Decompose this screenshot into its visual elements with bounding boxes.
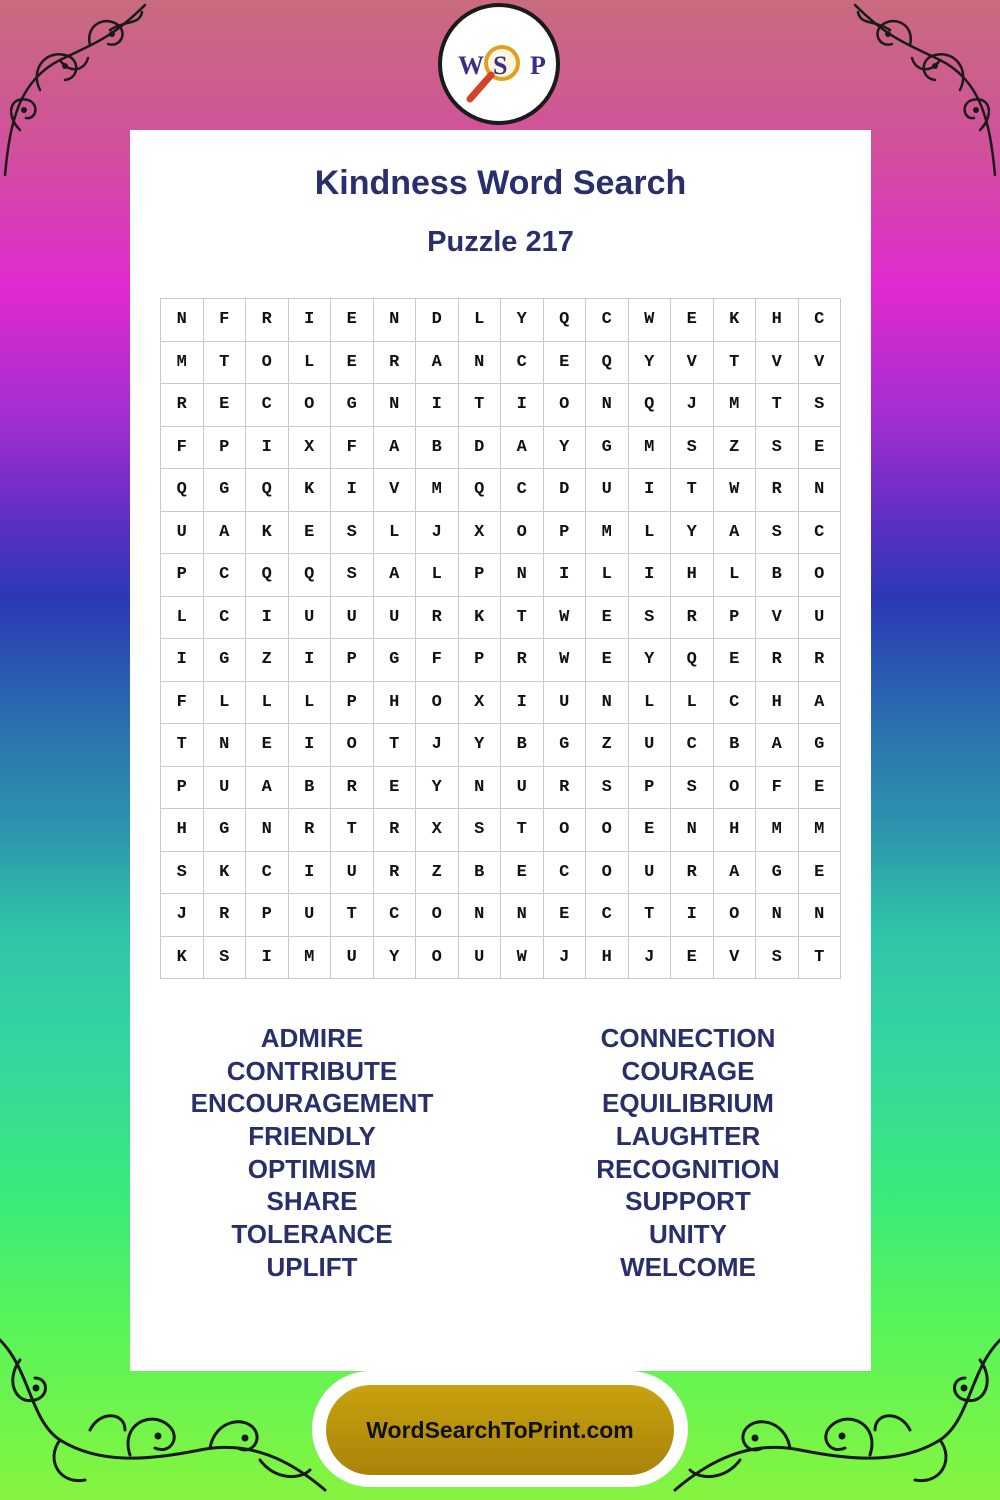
grid-cell: T — [756, 384, 799, 427]
grid-cell: Q — [544, 299, 587, 342]
grid-cell: P — [161, 767, 204, 810]
grid-cell: M — [756, 809, 799, 852]
grid-cell: W — [544, 639, 587, 682]
grid-cell: R — [161, 384, 204, 427]
grid-cell: Q — [246, 469, 289, 512]
grid-cell: I — [629, 554, 672, 597]
grid-cell: N — [501, 554, 544, 597]
grid-cell: S — [161, 852, 204, 895]
grid-cell: M — [161, 342, 204, 385]
grid-cell: B — [714, 724, 757, 767]
grid-cell: C — [204, 554, 247, 597]
grid-cell: I — [501, 682, 544, 725]
grid-cell: X — [289, 427, 332, 470]
grid-cell: S — [671, 767, 714, 810]
grid-cell: E — [671, 937, 714, 980]
grid-cell: W — [629, 299, 672, 342]
grid-cell: O — [246, 342, 289, 385]
grid-cell: R — [544, 767, 587, 810]
grid-cell: P — [714, 597, 757, 640]
grid-cell: N — [756, 894, 799, 937]
grid-cell: O — [544, 384, 587, 427]
grid-cell: J — [629, 937, 672, 980]
grid-cell: P — [204, 427, 247, 470]
grid-cell: S — [331, 554, 374, 597]
grid-cell: M — [289, 937, 332, 980]
grid-cell: E — [586, 597, 629, 640]
grid-cell: C — [714, 682, 757, 725]
grid-cell: R — [374, 852, 417, 895]
grid-cell: V — [756, 597, 799, 640]
grid-cell: P — [161, 554, 204, 597]
grid-cell: U — [331, 937, 374, 980]
grid-cell: D — [416, 299, 459, 342]
grid-cell: M — [714, 384, 757, 427]
grid-cell: A — [374, 554, 417, 597]
grid-cell: Y — [544, 427, 587, 470]
grid-cell: O — [714, 894, 757, 937]
grid-cell: E — [799, 767, 842, 810]
grid-cell: G — [204, 809, 247, 852]
grid-cell: O — [714, 767, 757, 810]
grid-cell: N — [671, 809, 714, 852]
grid-cell: V — [671, 342, 714, 385]
grid-cell: S — [586, 767, 629, 810]
puzzle-number: Puzzle 217 — [427, 226, 574, 258]
grid-cell: V — [756, 342, 799, 385]
grid-cell: R — [374, 809, 417, 852]
word-item: RECOGNITION — [596, 1153, 780, 1184]
grid-cell: L — [629, 512, 672, 555]
grid-cell: O — [586, 809, 629, 852]
word-item: SHARE — [266, 1186, 358, 1217]
grid-cell: Q — [246, 554, 289, 597]
grid-cell: E — [246, 724, 289, 767]
grid-cell: A — [501, 427, 544, 470]
grid-cell: L — [714, 554, 757, 597]
grid-cell: N — [799, 894, 842, 937]
grid-cell: L — [416, 554, 459, 597]
grid-cell: N — [374, 299, 417, 342]
grid-cell: K — [246, 512, 289, 555]
grid-cell: T — [671, 469, 714, 512]
grid-cell: Q — [459, 469, 502, 512]
grid-cell: J — [161, 894, 204, 937]
grid-cell: N — [246, 809, 289, 852]
grid-cell: Y — [459, 724, 502, 767]
grid-cell: M — [799, 809, 842, 852]
grid-cell: C — [204, 597, 247, 640]
grid-cell: C — [799, 512, 842, 555]
grid-cell: U — [629, 852, 672, 895]
grid-cell: T — [799, 937, 842, 980]
letter-grid — [160, 298, 841, 979]
grid-cell: F — [161, 682, 204, 725]
grid-cell: N — [374, 384, 417, 427]
grid-cell: S — [756, 427, 799, 470]
grid-cell: A — [714, 512, 757, 555]
grid-cell: X — [459, 512, 502, 555]
grid-cell: A — [246, 767, 289, 810]
grid-cell: Z — [586, 724, 629, 767]
ornament-top-right-icon — [850, 0, 1000, 180]
grid-cell: O — [799, 554, 842, 597]
grid-cell: E — [629, 809, 672, 852]
grid-cell: T — [629, 894, 672, 937]
grid-cell: I — [629, 469, 672, 512]
grid-cell: L — [671, 682, 714, 725]
grid-cell: C — [671, 724, 714, 767]
grid-cell: I — [416, 384, 459, 427]
grid-cell: G — [204, 469, 247, 512]
grid-cell: F — [756, 767, 799, 810]
grid-cell: J — [544, 937, 587, 980]
grid-cell: G — [204, 639, 247, 682]
grid-cell: M — [586, 512, 629, 555]
grid-cell: M — [416, 469, 459, 512]
grid-cell: G — [544, 724, 587, 767]
word-list-right — [518, 1022, 858, 1284]
grid-cell: L — [161, 597, 204, 640]
grid-cell: Y — [501, 299, 544, 342]
word-list-left — [142, 1022, 482, 1284]
grid-cell: I — [544, 554, 587, 597]
grid-cell: S — [756, 937, 799, 980]
grid-cell: T — [459, 384, 502, 427]
grid-cell: V — [799, 342, 842, 385]
word-item: CONNECTION — [600, 1023, 776, 1053]
grid-cell: E — [331, 342, 374, 385]
grid-cell: P — [331, 639, 374, 682]
grid-cell: I — [246, 427, 289, 470]
grid-cell: D — [459, 427, 502, 470]
grid-cell: W — [501, 937, 544, 980]
grid-cell: O — [544, 809, 587, 852]
grid-cell: X — [416, 809, 459, 852]
grid-cell: R — [246, 299, 289, 342]
grid-cell: P — [629, 767, 672, 810]
grid-cell: O — [416, 682, 459, 725]
grid-cell: D — [544, 469, 587, 512]
grid-cell: N — [459, 342, 502, 385]
grid-cell: G — [756, 852, 799, 895]
grid-cell: R — [671, 852, 714, 895]
grid-cell: K — [714, 299, 757, 342]
grid-cell: R — [799, 639, 842, 682]
grid-cell: Q — [586, 342, 629, 385]
grid-cell: H — [161, 809, 204, 852]
word-item: ADMIRE — [260, 1023, 364, 1053]
grid-cell: Q — [161, 469, 204, 512]
word-item: EQUILIBRIUM — [602, 1088, 774, 1119]
word-item: UNITY — [649, 1219, 727, 1250]
grid-cell: L — [374, 512, 417, 555]
grid-cell: B — [756, 554, 799, 597]
page-title: Kindness Word Search — [314, 164, 687, 202]
grid-cell: C — [246, 852, 289, 895]
grid-cell: N — [586, 682, 629, 725]
word-item: COURAGE — [621, 1055, 755, 1086]
grid-cell: E — [799, 852, 842, 895]
grid-cell: N — [799, 469, 842, 512]
grid-cell: U — [629, 724, 672, 767]
grid-cell: I — [289, 852, 332, 895]
grid-cell: R — [331, 767, 374, 810]
grid-cell: H — [756, 299, 799, 342]
grid-cell: Q — [629, 384, 672, 427]
grid-cell: I — [289, 724, 332, 767]
grid-cell: A — [799, 682, 842, 725]
grid-cell: L — [586, 554, 629, 597]
grid-cell: U — [374, 597, 417, 640]
grid-cell: U — [331, 597, 374, 640]
grid-cell: L — [289, 342, 332, 385]
grid-cell: E — [204, 384, 247, 427]
grid-cell: A — [714, 852, 757, 895]
word-item: CONTRIBUTE — [226, 1055, 398, 1086]
grid-cell: S — [331, 512, 374, 555]
grid-cell: P — [246, 894, 289, 937]
grid-cell: U — [459, 937, 502, 980]
grid-cell: C — [501, 469, 544, 512]
grid-cell: E — [289, 512, 332, 555]
grid-cell: L — [629, 682, 672, 725]
grid-cell: J — [416, 724, 459, 767]
word-item: TOLERANCE — [231, 1219, 393, 1250]
grid-cell: I — [246, 937, 289, 980]
ornament-top-left-icon — [0, 0, 150, 180]
grid-cell: P — [459, 554, 502, 597]
grid-cell: N — [459, 767, 502, 810]
grid-cell: W — [714, 469, 757, 512]
grid-cell: O — [501, 512, 544, 555]
grid-cell: T — [501, 809, 544, 852]
grid-cell: P — [544, 512, 587, 555]
grid-cell: T — [714, 342, 757, 385]
logo-letter: P — [530, 51, 546, 80]
word-item: FRIENDLY — [248, 1121, 376, 1152]
grid-cell: Z — [714, 427, 757, 470]
grid-cell: W — [544, 597, 587, 640]
grid-cell: T — [374, 724, 417, 767]
grid-cell: B — [501, 724, 544, 767]
grid-cell: S — [671, 427, 714, 470]
grid-cell: E — [714, 639, 757, 682]
grid-cell: C — [586, 299, 629, 342]
grid-cell: N — [586, 384, 629, 427]
grid-cell: R — [756, 469, 799, 512]
grid-cell: U — [204, 767, 247, 810]
grid-cell: C — [544, 852, 587, 895]
grid-cell: F — [416, 639, 459, 682]
grid-cell: U — [586, 469, 629, 512]
grid-cell: G — [374, 639, 417, 682]
grid-cell: O — [416, 894, 459, 937]
grid-cell: Z — [416, 852, 459, 895]
grid-cell: F — [331, 427, 374, 470]
grid-cell: K — [459, 597, 502, 640]
grid-cell: L — [459, 299, 502, 342]
grid-cell: P — [459, 639, 502, 682]
grid-cell: U — [799, 597, 842, 640]
grid-cell: X — [459, 682, 502, 725]
grid-cell: B — [459, 852, 502, 895]
grid-cell: G — [331, 384, 374, 427]
grid-cell: I — [671, 894, 714, 937]
grid-cell: H — [374, 682, 417, 725]
grid-cell: C — [374, 894, 417, 937]
grid-cell: O — [331, 724, 374, 767]
grid-cell: Z — [246, 639, 289, 682]
grid-cell: J — [416, 512, 459, 555]
grid-cell: C — [501, 342, 544, 385]
grid-cell: E — [799, 427, 842, 470]
grid-cell: Y — [629, 342, 672, 385]
grid-cell: L — [246, 682, 289, 725]
word-item: WELCOME — [620, 1251, 756, 1282]
grid-cell: R — [204, 894, 247, 937]
grid-cell: Y — [629, 639, 672, 682]
grid-cell: N — [459, 894, 502, 937]
grid-cell: I — [501, 384, 544, 427]
grid-cell: V — [374, 469, 417, 512]
grid-cell: U — [289, 597, 332, 640]
grid-cell: T — [204, 342, 247, 385]
grid-cell: F — [161, 427, 204, 470]
grid-cell: A — [416, 342, 459, 385]
site-logo[interactable] — [438, 3, 560, 125]
grid-cell: T — [501, 597, 544, 640]
grid-cell: K — [289, 469, 332, 512]
grid-cell: Q — [671, 639, 714, 682]
grid-cell: R — [501, 639, 544, 682]
grid-cell: Q — [289, 554, 332, 597]
grid-cell: N — [161, 299, 204, 342]
grid-cell: S — [799, 384, 842, 427]
grid-cell: O — [416, 937, 459, 980]
grid-cell: C — [799, 299, 842, 342]
grid-cell: A — [204, 512, 247, 555]
grid-cell: U — [289, 894, 332, 937]
grid-cell: Y — [416, 767, 459, 810]
grid-cell: C — [586, 894, 629, 937]
grid-cell: E — [544, 894, 587, 937]
grid-cell: C — [246, 384, 289, 427]
grid-cell: A — [374, 427, 417, 470]
grid-cell: R — [289, 809, 332, 852]
grid-cell: E — [671, 299, 714, 342]
grid-cell: O — [586, 852, 629, 895]
grid-cell: L — [204, 682, 247, 725]
grid-cell: Y — [671, 512, 714, 555]
grid-cell: N — [501, 894, 544, 937]
grid-cell: G — [586, 427, 629, 470]
grid-cell: I — [246, 597, 289, 640]
grid-cell: H — [586, 937, 629, 980]
grid-cell: R — [756, 639, 799, 682]
grid-cell: T — [331, 894, 374, 937]
grid-cell: U — [544, 682, 587, 725]
grid-cell: U — [161, 512, 204, 555]
puzzle-card — [130, 130, 871, 1371]
grid-cell: R — [374, 342, 417, 385]
grid-cell: E — [501, 852, 544, 895]
grid-cell: L — [289, 682, 332, 725]
grid-cell: S — [629, 597, 672, 640]
grid-cell: H — [671, 554, 714, 597]
grid-cell: I — [289, 639, 332, 682]
grid-cell: A — [756, 724, 799, 767]
grid-cell: I — [161, 639, 204, 682]
grid-cell: U — [331, 852, 374, 895]
footer-site-link[interactable]: WordSearchToPrint.com — [366, 1416, 634, 1443]
footer-button[interactable] — [326, 1385, 674, 1475]
grid-cell: P — [331, 682, 374, 725]
grid-cell: T — [331, 809, 374, 852]
grid-cell: M — [629, 427, 672, 470]
grid-cell: J — [671, 384, 714, 427]
grid-cell: B — [416, 427, 459, 470]
grid-cell: E — [586, 639, 629, 682]
grid-cell: S — [756, 512, 799, 555]
grid-cell: S — [204, 937, 247, 980]
grid-cell: H — [714, 809, 757, 852]
grid-cell: U — [501, 767, 544, 810]
grid-cell: T — [161, 724, 204, 767]
grid-cell: F — [204, 299, 247, 342]
grid-cell: E — [374, 767, 417, 810]
grid-cell: R — [416, 597, 459, 640]
grid-cell: N — [204, 724, 247, 767]
logo-letter: W — [458, 51, 484, 80]
grid-cell: B — [289, 767, 332, 810]
grid-cell: E — [544, 342, 587, 385]
grid-cell: H — [756, 682, 799, 725]
word-item: SUPPORT — [625, 1186, 751, 1217]
grid-cell: K — [161, 937, 204, 980]
word-item: UPLIFT — [266, 1251, 358, 1282]
grid-cell: O — [289, 384, 332, 427]
grid-cell: Y — [374, 937, 417, 980]
word-item: OPTIMISM — [247, 1153, 377, 1184]
grid-cell: S — [459, 809, 502, 852]
grid-cell: I — [289, 299, 332, 342]
grid-cell: R — [671, 597, 714, 640]
word-item: ENCOURAGEMENT — [190, 1088, 434, 1119]
grid-cell: K — [204, 852, 247, 895]
grid-cell: V — [714, 937, 757, 980]
grid-cell: G — [799, 724, 842, 767]
grid-cell: I — [331, 469, 374, 512]
logo-letter: S — [493, 51, 508, 80]
word-item: LAUGHTER — [615, 1121, 761, 1152]
grid-cell: E — [331, 299, 374, 342]
